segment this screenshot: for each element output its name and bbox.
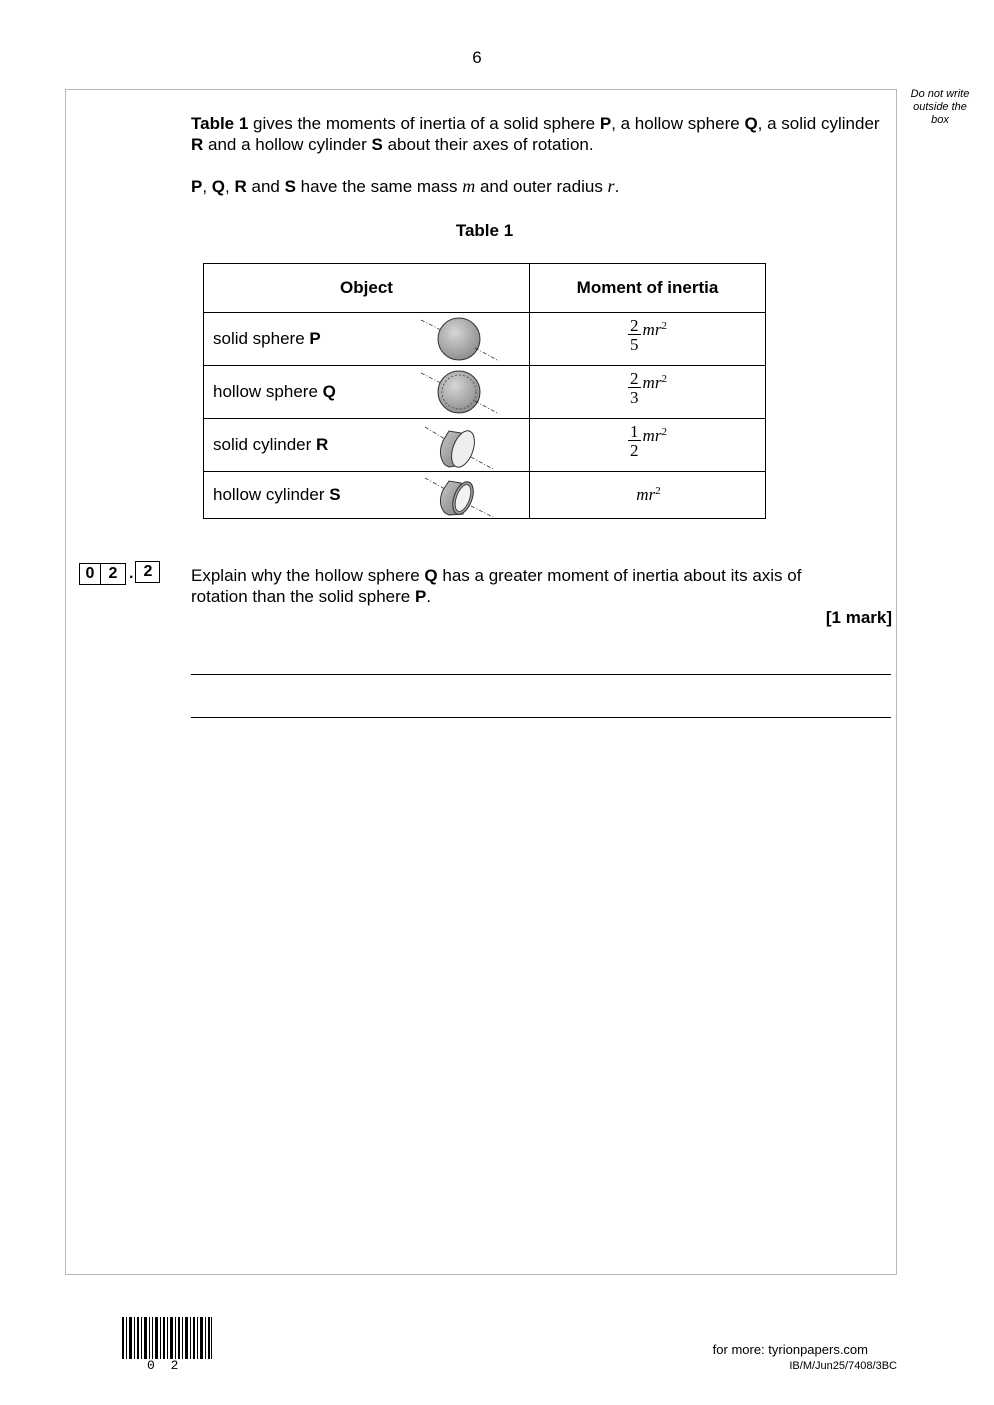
moment-of-inertia-table <box>203 263 766 519</box>
header-object: Object <box>204 264 530 313</box>
moment-cell <box>530 313 766 366</box>
answer-line[interactable] <box>191 717 891 718</box>
intro-text-span: , <box>202 177 212 196</box>
object-cell <box>204 366 530 419</box>
object-cell <box>204 419 530 472</box>
footer-site: for more: tyrionpapers.com <box>712 1342 868 1357</box>
intro-text-span: about their axes of rotation. <box>382 135 594 154</box>
page-number: 6 <box>472 48 482 67</box>
barcode <box>122 1317 214 1359</box>
marks-label: [1 mark] <box>825 608 892 627</box>
expression-power: 2 <box>661 320 667 332</box>
moment-expression <box>643 320 667 340</box>
object-name: hollow cylinder <box>213 485 330 504</box>
moment-cell <box>530 419 766 472</box>
label-p: P <box>414 587 427 606</box>
hollow-sphere-icon <box>419 368 501 418</box>
intro-paragraph-1 <box>191 113 891 155</box>
question-text-span: Explain why the hollow sphere <box>191 566 425 585</box>
label-s: S <box>371 135 383 154</box>
table-header-row <box>204 264 766 313</box>
label-p: P <box>191 177 203 196</box>
expression-base: mr <box>642 373 662 392</box>
moment-expression <box>643 373 667 393</box>
object-name: solid sphere <box>213 329 310 348</box>
question-text-span: . <box>426 587 432 606</box>
question-number-dot: . <box>129 565 134 582</box>
fraction-denominator: 3 <box>630 387 639 407</box>
object-letter: P <box>309 329 321 348</box>
moment-expression <box>636 485 660 505</box>
moment-expression <box>643 426 667 446</box>
fraction <box>628 368 641 408</box>
object-letter: S <box>329 485 341 504</box>
expression-power: 2 <box>655 485 661 497</box>
expression-base: mr <box>636 485 656 504</box>
fraction <box>628 421 641 461</box>
object-letter: R <box>316 435 329 454</box>
question-number <box>79 563 160 585</box>
question-number-box: 2 <box>135 561 160 583</box>
intro-text-span: have the same mass <box>295 177 463 196</box>
object-name: solid cylinder <box>213 435 316 454</box>
question-paragraph <box>191 565 851 607</box>
intro-text-span: and <box>246 177 285 196</box>
label-s: S <box>284 177 296 196</box>
solid-cylinder-icon <box>419 421 501 471</box>
intro-text-span: . <box>614 177 620 196</box>
solid-sphere-icon <box>419 315 501 365</box>
question-number-box: 2 <box>101 563 126 585</box>
label-q: Q <box>211 177 226 196</box>
intro-text-span: gives the moments of inertia of a solid sphere <box>248 114 600 133</box>
intro-text <box>191 113 891 197</box>
expression-power: 2 <box>661 373 667 385</box>
moment-cell <box>530 472 766 519</box>
label-r: R <box>191 135 204 154</box>
fraction-numerator: 1 <box>630 421 639 441</box>
radius-symbol: r <box>607 176 615 196</box>
barcode-text: 0 2 <box>147 1358 183 1373</box>
intro-text-span: , <box>225 177 235 196</box>
intro-paragraph-2 <box>191 176 891 197</box>
table-title: Table 1 <box>455 221 514 240</box>
object-letter: Q <box>322 382 336 401</box>
table-row <box>204 313 766 366</box>
fraction-numerator: 2 <box>630 368 639 388</box>
question-text <box>191 565 851 607</box>
hollow-cylinder-icon <box>419 474 501 518</box>
label-q: Q <box>744 114 758 133</box>
question-number-box: 0 <box>79 563 101 585</box>
answer-line[interactable] <box>191 674 891 675</box>
footer-code: IB/M/Jun25/7408/3BC <box>789 1360 897 1372</box>
expression-base: mr <box>642 320 662 339</box>
question-text-span: has a greater moment of inertia about its axis of rotation than the solid sphere <box>191 566 802 606</box>
header-moment: Moment of inertia <box>530 264 766 313</box>
expression-power: 2 <box>661 426 667 438</box>
object-cell <box>204 313 530 366</box>
fraction <box>628 315 641 355</box>
margin-note: Do not write outside the box <box>910 88 970 126</box>
label-p: P <box>599 114 612 133</box>
moment-cell <box>530 366 766 419</box>
fraction-numerator: 2 <box>630 315 639 335</box>
intro-text-span: , a solid cylinder <box>757 114 880 133</box>
label-r: R <box>234 177 247 196</box>
expression-base: mr <box>642 426 662 445</box>
table-row <box>204 472 766 519</box>
intro-text-span: and a hollow cylinder <box>203 135 372 154</box>
table-row <box>204 366 766 419</box>
fraction-denominator: 2 <box>630 440 639 460</box>
table-ref: Table 1 <box>191 114 249 133</box>
object-name: hollow sphere <box>213 382 323 401</box>
fraction-denominator: 5 <box>630 334 639 354</box>
mass-symbol: m <box>462 176 476 196</box>
intro-text-span: and outer radius <box>475 177 608 196</box>
label-q: Q <box>424 566 438 585</box>
object-cell <box>204 472 530 519</box>
table-row <box>204 419 766 472</box>
intro-text-span: , a hollow sphere <box>611 114 745 133</box>
